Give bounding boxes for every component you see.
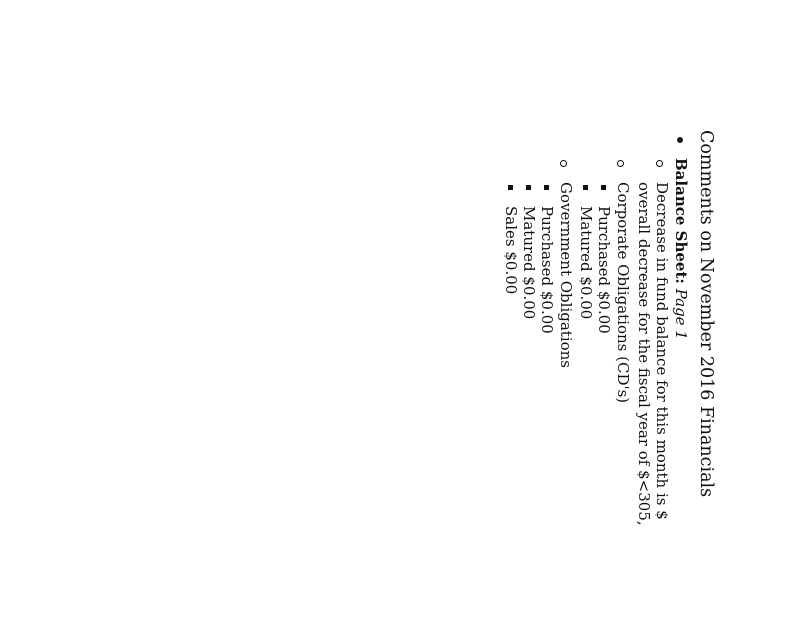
circle-bullet-icon (617, 160, 624, 167)
square-bullet-icon (526, 185, 531, 190)
bullet-icon (677, 137, 683, 143)
cds-matured: Matured $0.00 (577, 206, 595, 320)
circle-bullet-icon (656, 160, 663, 167)
balance-sheet-heading: Balance Sheet: Page 1 (672, 158, 690, 340)
decrease-line-2: overall decrease for the fiscal year of $<305, (635, 182, 653, 526)
square-bullet-icon (508, 185, 513, 190)
cds-purchased: Purchased $0.00 (595, 206, 613, 334)
circle-bullet-icon (560, 160, 567, 167)
decrease-line-1: Decrease in fund balance for this month is $ (653, 182, 671, 520)
square-bullet-icon (583, 185, 588, 190)
square-bullet-icon (544, 185, 549, 190)
page-title: Comments on November 2016 Financials (696, 130, 716, 498)
gov-sales: Sales $0.00 (502, 206, 520, 295)
cds-heading: Corporate Obligations (CD's) (614, 182, 632, 404)
gov-heading: Government Obligations (557, 182, 575, 369)
gov-matured: Matured $0.00 (520, 206, 538, 320)
square-bullet-icon (601, 185, 606, 190)
gov-purchased: Purchased $0.00 (538, 206, 556, 334)
